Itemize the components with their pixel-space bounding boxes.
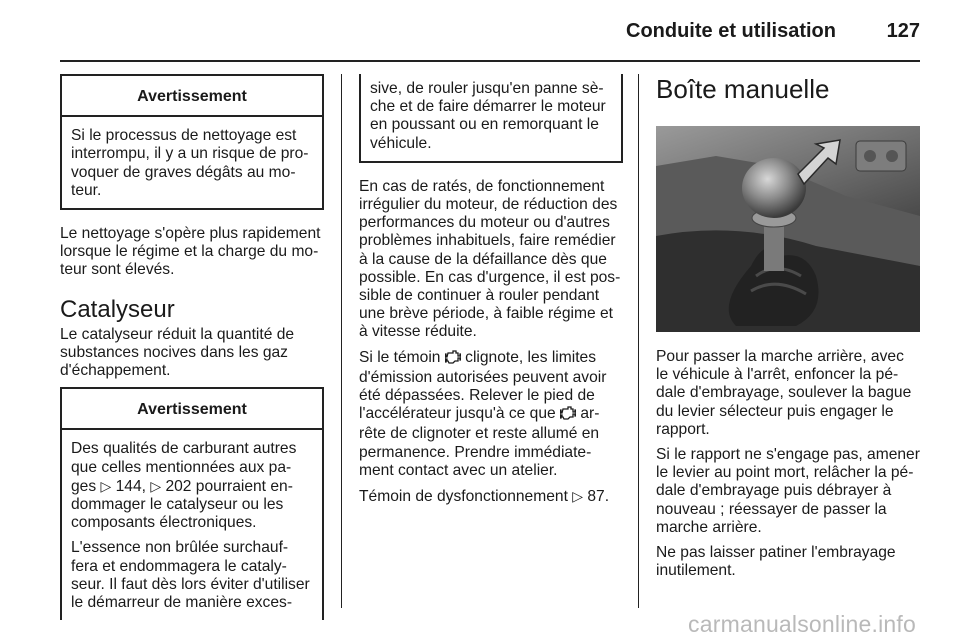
page-number: 127: [886, 20, 920, 42]
page-ref-arrow-icon: ▷: [150, 477, 162, 494]
misfire-paragraph: En cas de ratés, de fonctionnement irrégulier du moteur, de réduction des performances du moteur ou d'autres problèmes inhabituels, faire remédier à la cause de la défaillance dès que possible. En cas d'urgence, il est pos-sible de continuer à rouler pendant une brève période, à faible régime et à vitesse réduite.: [359, 177, 621, 341]
warning-title: Avertissement: [62, 76, 322, 117]
gear-lever-illustration: [656, 126, 920, 332]
heading-catalyseur: Catalyseur: [60, 295, 175, 323]
header-rule: [60, 60, 920, 62]
column-3: [656, 74, 920, 587]
page-ref-arrow-icon: ▷: [572, 488, 584, 505]
warning-box-cleaning: [60, 74, 324, 210]
engine-warning-lamp-icon: [445, 349, 461, 369]
heading-boite-manuelle: Boîte manuelle: [656, 74, 830, 104]
warning-unburnt-text: L'essence non brûlée surchauf-fera et endommagera le cataly-seur. Il faut dès lors éviter d'utiliser le démarreur de manière exces-: [71, 539, 310, 612]
warning-box-continued: [359, 74, 623, 163]
engine-warning-lamp-icon: [560, 405, 576, 425]
page-ref-link[interactable]: 144: [115, 477, 142, 495]
warning-fuel-text: Des qualités de carburant autres que celles mentionnées aux pa-ges ▷ 144, ▷ 202 pourraient en-dommager le catalyseur ou les composants électroniques.: [71, 440, 297, 532]
warning-continued-text: sive, de rouler jusqu'en panne sè-che et de faire démarrer le moteur en poussant ou en remorquant le véhicule.: [370, 80, 606, 152]
warning-body: [361, 74, 621, 161]
warning-body: [62, 430, 322, 620]
indicator-paragraph: Si le témoin clignote, les limites d'émission autorisées peuvent avoir été dépassées. Relever le pied de l'accélérateur jusqu'à ce que ar-rête de clignoter et reste allumé en permanence. Prendre immédiate-ment contact avec un atelier.: [359, 348, 607, 479]
warning-text: Si le processus de nettoyage est interrompu, il y a un risque de pro-voquer de graves dégâts au mo-teur.: [71, 127, 309, 199]
page-ref-link[interactable]: 87: [587, 488, 605, 506]
column-divider-2: [638, 74, 639, 608]
reverse-paragraph: Pour passer la marche arrière, avec le véhicule à l'arrêt, enfoncer la pé-dale d'embrayage, soulever la bague du levier sélecteur puis engager le rapport.: [656, 348, 912, 438]
malfunction-ref-paragraph: Témoin de dysfonctionnement ▷ 87.: [359, 488, 610, 506]
page-ref-arrow-icon: ▷: [100, 477, 112, 494]
column-1: [60, 74, 324, 620]
warning-box-catalyseur: [60, 387, 324, 620]
column-divider-1: [341, 74, 342, 608]
catalyseur-paragraph: Le catalyseur réduit la quantité de substances nocives dans les gaz d'échappement.: [60, 325, 295, 380]
column-2: [359, 74, 623, 513]
watermark: carmanualsonline.info: [688, 611, 916, 637]
clutch-paragraph: Ne pas laisser patiner l'embrayage inutilement.: [656, 544, 896, 580]
page-header: [60, 14, 920, 54]
retry-paragraph: Si le rapport ne s'engage pas, amener le levier au point mort, relâcher la pé-dale d'embrayage puis débrayer à nouveau ; réessayer de passer la marche arrière.: [656, 446, 920, 536]
gear-lever-photo: [656, 126, 920, 332]
warning-title: Avertissement: [62, 389, 322, 430]
cleaning-paragraph: Le nettoyage s'opère plus rapidement lorsque le régime et la charge du mo-teur sont élevés.: [60, 225, 321, 279]
section-title: Conduite et utilisation: [626, 20, 836, 42]
warning-body: [62, 117, 322, 208]
page-ref-link[interactable]: 202: [165, 477, 192, 495]
